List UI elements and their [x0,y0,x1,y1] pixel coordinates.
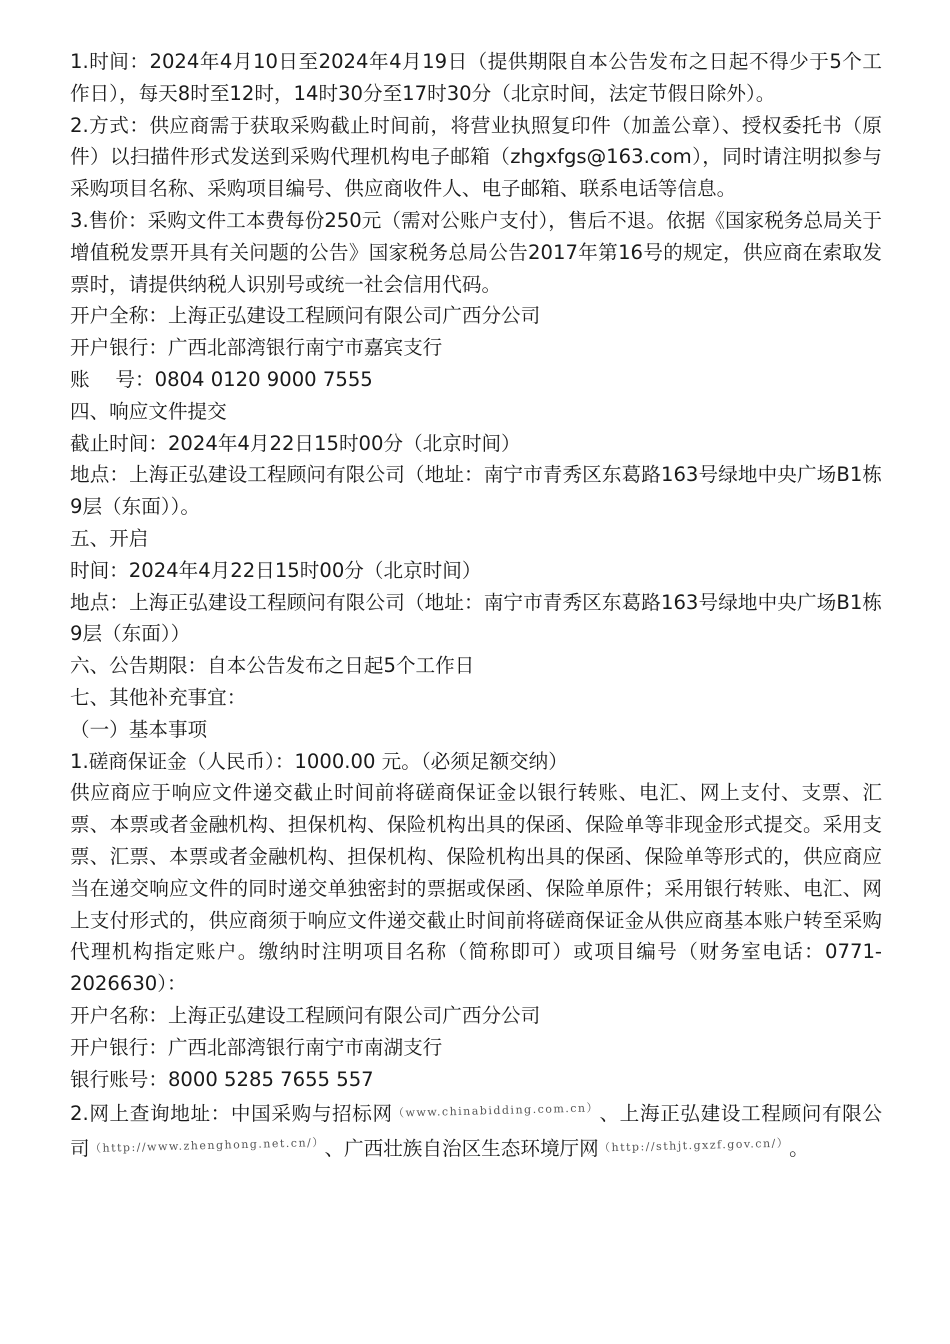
section-heading-submission: 四、响应文件提交 [70,399,227,423]
query-prefix: 2.网上查询地址：中国采购与招标网 [70,1102,393,1126]
query-sep-1: 、上海正弘建设工程顾问有限公司 [70,1102,882,1161]
query-end: 。 [789,1137,809,1161]
account-number-line: 账 号：0804 0120 9000 7555 [70,367,373,391]
announcement-body [70,46,882,1165]
account-name-line: 开户全称：上海正弘建设工程顾问有限公司广西分公司 [70,304,541,328]
section-heading-opening: 五、开启 [70,526,149,550]
deposit-instructions: 供应商应于响应文件递交截止时间前将磋商保证金以银行转账、电汇、网上支付、支票、汇票、本票或者金融机构、担保机构、保险机构出具的保函、保险单等非现金形式提交。采用支票、汇票、本票或者金融机构、担保机构、保险机构出具的保函、保险单等形式的，供应商应当在递交响应文件的同时递交单独密封的票据或保函、保险单原件；采用银行转账、电汇、网上支付形式的，供应商须于响应文件递交截止时间前将磋商保证金从供应商基本账户转至采购代理机构指定账户。缴纳时注明项目名称（简称即可）或项目编号（财务室电话：0771-2026630）： [70,781,882,996]
account-bank-line: 开户银行：广西北部湾银行南宁市嘉宾支行 [70,336,443,360]
subsection-basic: （一）基本事项 [70,717,208,741]
deposit-account-name: 开户名称：上海正弘建设工程顾问有限公司广西分公司 [70,1003,541,1027]
opening-time: 时间：2024年4月22日15时00分（北京时间） [70,558,482,582]
deposit-account-bank: 开户银行：广西北部湾银行南宁市南湖支行 [70,1035,443,1059]
query-sep-2: 、广西壮族自治区生态环境厅网 [324,1137,599,1161]
query-address-paragraph [70,1095,882,1165]
paragraph-time: 1.时间：2024年4月10日至2024年4月19日（提供期限自本公告发布之日起不得少于5个工作日），每天8时至12时，14时30分至17时30分（北京时间，法定节假日除外）。 [70,50,882,105]
deposit-amount: 1.磋商保证金（人民币）：1000.00 元。（必须足额交纳） [70,749,568,773]
link-zhenghong[interactable]: （http://www.zhenghong.net.cn/） [89,1136,325,1156]
link-sthjt[interactable]: （http://sthjt.gxzf.gov.cn/） [598,1136,790,1155]
opening-location: 地点：上海正弘建设工程顾问有限公司（地址：南宁市青秀区东葛路163号绿地中央广场B1栋9层（东面）） [70,590,882,646]
deposit-account-number: 银行账号：8000 5285 7655 557 [70,1067,374,1091]
section-heading-other: 七、其他补充事宜： [70,685,247,709]
paragraph-method: 2.方式：供应商需于获取采购截止时间前，将营业执照复印件（加盖公章）、授权委托书（原件）以扫描件形式发送到采购代理机构电子邮箱（zhgxfgs@163.com），同时请注明拟参与采购项目名称、采购项目编号、供应商收件人、电子邮箱、联系电话等信息。 [70,113,882,201]
submission-location: 地点：上海正弘建设工程顾问有限公司（地址：南宁市青秀区东葛路163号绿地中央广场B1栋9层（东面））。 [70,463,882,519]
submission-deadline: 截止时间：2024年4月22日15时00分（北京时间） [70,431,521,455]
paragraph-price: 3.售价：采购文件工本费每份250元（需对公账户支付），售后不退。依据《国家税务总局关于增值税发票开具有关问题的公告》国家税务总局公告2017年第16号的规定，供应商在索取发票时，请提供纳税人识别号或统一社会信用代码。 [70,208,882,296]
link-chinabidding[interactable]: （www.chinabidding.com.cn） [392,1101,599,1120]
section-heading-period: 六、公告期限：自本公告发布之日起5个工作日 [70,654,475,678]
